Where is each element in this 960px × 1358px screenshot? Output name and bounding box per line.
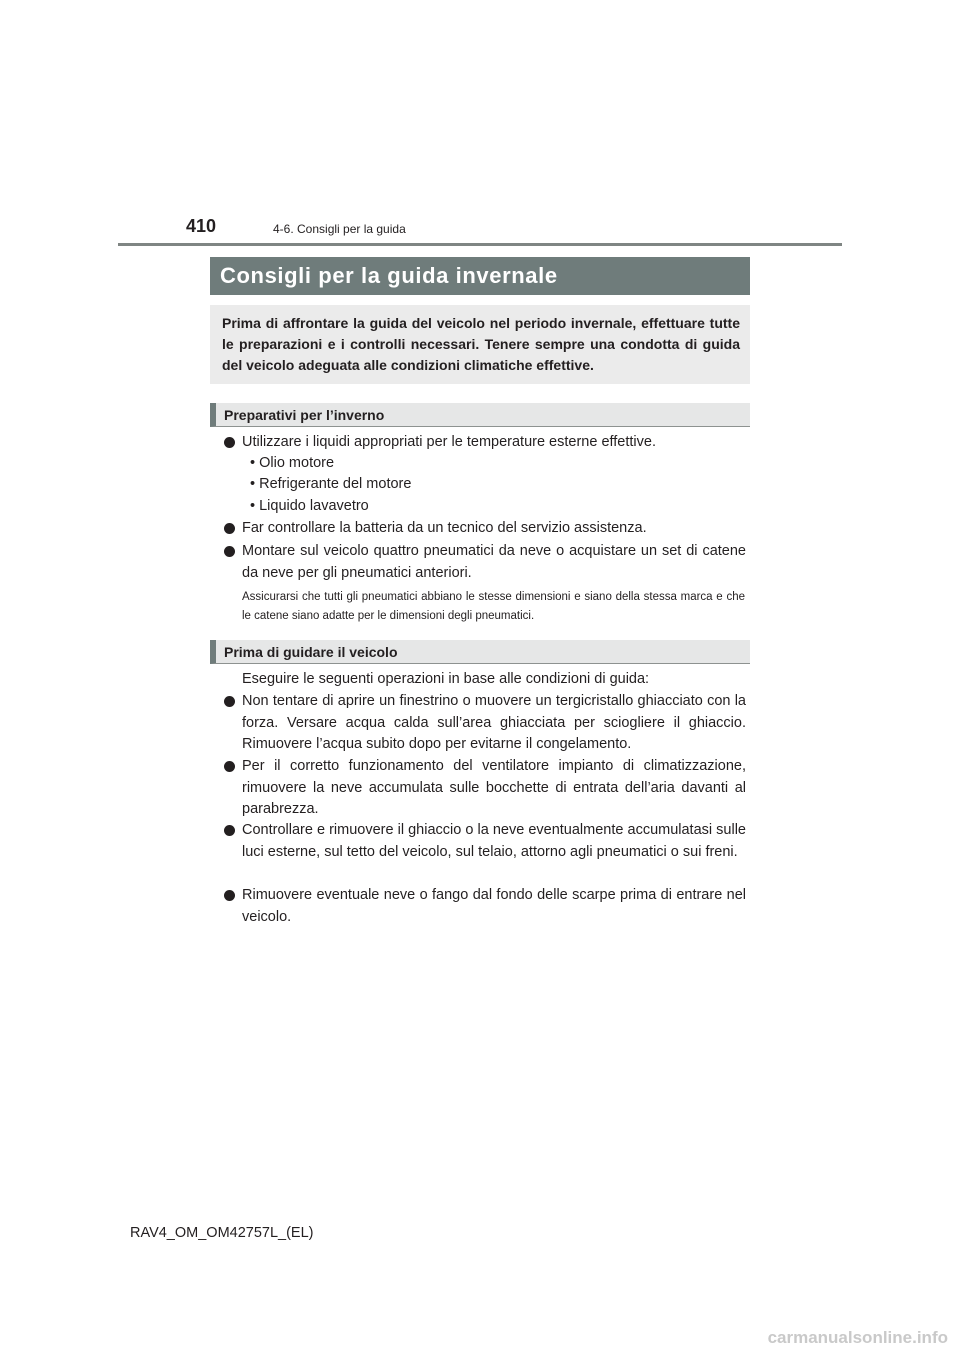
section-label: 4-6. Consigli per la guida (273, 222, 406, 236)
bullet-icon (224, 696, 235, 707)
list-item (224, 541, 746, 584)
intro-box: Prima di affrontare la guida del veicolo nel periodo invernale, effettuare tutte le preparazioni e i controlli necessari. Tenere sempre una condotta di guida del veicolo adeguata alle condizioni climatiche effettive. (210, 305, 750, 384)
sub-list-item-text: Olio motore (259, 455, 335, 471)
watermark: carmanualsonline.info (767, 1328, 948, 1347)
list-item-text: Per il corretto funzionamento del ventilatore impianto di climatizzazione, rimuovere la neve accumulata sulle bocchette di entrata dell’aria davanti al parabrezza. (242, 758, 746, 817)
list-item-text: Utilizzare i liquidi appropriati per le temperature esterne effettive. (242, 434, 656, 450)
list-item (224, 432, 746, 454)
list-item (224, 756, 746, 821)
bullet-icon (224, 825, 235, 836)
list-item-text: Far controllare la batteria da un tecnico del servizio assistenza. (242, 520, 647, 536)
note-text: Assicurarsi che tutti gli pneumatici abbiano le stesse dimensioni e siano della stessa marca e che le catene siano adatte per le dimensioni degli pneumatici. (242, 591, 745, 622)
footer-code: RAV4_OM_OM42757L_(EL) (130, 1225, 314, 1241)
bullet-icon (224, 546, 235, 557)
title-bar (210, 257, 750, 295)
list-item (224, 885, 746, 928)
page-title: Consigli per la guida invernale (220, 263, 558, 288)
sub-list-item: • Liquido lavavetro (250, 498, 369, 514)
sub-list-item: • Refrigerante del motore (250, 476, 412, 492)
list-item-text: Montare sul veicolo quattro pneumatici da neve o acquistare un set di catene da neve per gli pneumatici anteriori. (242, 543, 746, 581)
sub-list-item: • Olio motore (250, 455, 335, 471)
page-number: 410 (186, 216, 217, 236)
bullet-icon (224, 523, 235, 534)
list-item (224, 691, 746, 756)
bullet-icon (224, 890, 235, 901)
list-item (224, 518, 746, 540)
bullet-icon (224, 761, 235, 772)
section-heading-before-driving: Prima di guidare il veicolo (210, 640, 750, 664)
page-header (186, 214, 806, 244)
list-item-text: Controllare e rimuovere il ghiaccio o la neve eventualmente accumulatasi sulle luci esterne, sul tetto del veicolo, sul telaio, attorno agli pneumatici o sui freni. (242, 822, 746, 860)
list-item-text: Non tentare di aprire un finestrino o muovere un tergicristallo ghiacciato con la forza. Versare acqua calda sull’area ghiacciata per sciogliere il ghiaccio. Rimuovere l’acqua subito dopo per evitarne il congelamento. (242, 693, 746, 752)
sub-list-item-text: Refrigerante del motore (259, 476, 412, 492)
list-item (224, 820, 746, 863)
bullet-icon (224, 437, 235, 448)
list-item-text: Rimuovere eventuale neve o fango dal fondo delle scarpe prima di entrare nel veicolo. (242, 887, 746, 925)
section-heading-winter-prep: Preparativi per l’inverno (210, 403, 750, 427)
header-rule (118, 243, 842, 246)
sub-list-item-text: Liquido lavavetro (259, 498, 369, 514)
lead-text: Eseguire le seguenti operazioni in base alle condizioni di guida: (242, 671, 650, 687)
